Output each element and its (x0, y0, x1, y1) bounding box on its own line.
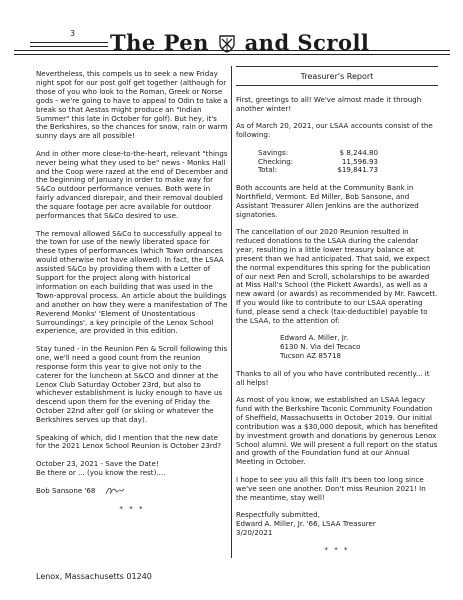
bank-paragraph: Both accounts are held at the Community Bank in Northfield, Vermont. Ed Miller, Bob Sansone, and Assistant Treasurer Allen Jenkins are the authorized signatories. (236, 182, 419, 219)
account-value: 11,596.93 (341, 156, 378, 166)
account-label: Total: (258, 165, 277, 175)
save-the-date: October 23, 2021 - Save the Date! (36, 458, 159, 468)
be-there: Be there or ... (you know the rest).... (36, 467, 166, 477)
column-divider (231, 66, 232, 558)
title-part-2: and Scroll (244, 30, 370, 55)
greeting: First, greetings to all! We've almost made it through another winter! (236, 95, 422, 113)
account-value: $19,841.73 (337, 165, 378, 175)
masthead-rule (14, 50, 450, 51)
accounts-intro: As of March 20, 2021, our LSAA accounts consist of the following: (236, 121, 433, 140)
closing-line: 3/20/2021 (236, 527, 273, 537)
address-line: Edward A. Miller, Jr. (280, 333, 349, 343)
handwritten-signature-icon (105, 486, 125, 496)
masthead-rule-secondary (14, 54, 450, 55)
left-paragraph: Nevertheless, this compels us to seek a new Friday night spot for our post golf get together (although for those of you who look to the Roman, Greek or Norse gods - we're going to have to appeal to Odin to take a break so that Aestas might produce an "Indian Summer" this late in October for golf). But hey, it's the Berkshires, so the chances for snow, rain or warm sunny days are all possible! (36, 69, 228, 141)
thanks-paragraph: Thanks to all of you who have contributed recently... it all helps! (236, 368, 430, 387)
reunion-paragraph: The cancellation of our 2020 Reunion resulted in reduced donations to the LSAA during the calendar year, resulting in a little lower treasury balance at present than we had anticipated. That said, we expect the normal expenditures this spring for the publication of our next Pen and Scroll, scholarships to be awarded at Miss Hall's School (the Pickett Awards), as well as a new award (or awards) as recommended by Mr. Fawcett. If you would like to contribute to our LSAA operating fund, please send a check (tax-deductible) payable to the LSAA, to the attention of: (236, 226, 438, 326)
mailing-address (280, 334, 438, 361)
account-value: $ 8,244.80 (339, 147, 378, 157)
footer-location: Lenox, Massachusetts 01240 (36, 572, 152, 581)
closing-line: Edward A. Miller, Jr. '66, LSAA Treasurer (236, 518, 376, 528)
treasurer-heading: Treasurer's Report (300, 72, 374, 81)
address-line: 6130 N. Via del Tecaco (280, 342, 361, 352)
page-number: 3 (70, 29, 76, 38)
masthead (14, 28, 450, 60)
accounts-list (258, 149, 438, 176)
account-label: Savings: (258, 147, 289, 157)
closing-block (236, 511, 438, 538)
right-column (236, 96, 438, 564)
page-number-box (30, 28, 108, 43)
section-end-stars: * * * (324, 545, 350, 555)
section-end-stars: * * * (119, 503, 145, 513)
treasurer-heading-box (236, 66, 438, 86)
left-column (36, 70, 228, 522)
account-row (258, 166, 378, 175)
account-label: Checking: (258, 156, 294, 166)
hope-paragraph: I hope to see you all this fall! It's been too long since we've seen one another. Don't miss Reunion 2021! In the meantime, stay well! (236, 474, 426, 502)
left-paragraph: And in other more close-to-the-heart, relevant "things never being what they used to be" news - Monks Hall and the Coop were razed at the end of December and the beginning of January in order to make way for S&Co outdoor performance venues. Both were in fairly advanced disrepair, and their removal doubled the square footage per acre available for outdoor performances that S&Co desired to use. (36, 148, 228, 221)
left-paragraph: Stay tuned - in the Reunion Pen & Scroll following this one, we'll need a good count from the reunion response form this year to give not only to the caterer for the luncheon at S&CO and dinner at the Lenox Club Saturday October 23rd, but also to whichever establishment is lucky enough to have us descend upon them for the evening of Friday the October 22nd after golf (or skiing or whatever the Berkshires serves up that day). (36, 343, 228, 425)
author-signature: Bob Sansone '68 (36, 485, 96, 495)
closing-line: Respectfully submitted, (236, 509, 320, 519)
left-paragraph: The removal allowed S&Co to successfully appeal to the town for use of the newly liberated space for these types of performances (which Town ordnances would otherwise not have allowed). In fact, the LSAA assisted S&Co by providing them with a Letter of Support for the project along with historical information on each building that was used in the Town-approval process. An article about the buildings and another on how they were a manifestation of The Reverend Monks' 'Element of Unostentatious Surroundings', a key principle of the Lenox School experience, are provided in this edition. (36, 228, 228, 336)
legacy-paragraph: As most of you know, we established an LSAA legacy fund with the Berkshire Taconic Community Foundation of Sheffield, Massachusetts in October 2019. Our initial contribution was a $30,000 deposit, which has benefited by investment growth and donations by generous Lenox School alumni. We will present a full report on the status and growth of the Foundation fund at our Annual Meeting in October. (236, 394, 438, 467)
address-line: Tucson AZ 85718 (280, 351, 341, 361)
title-part-1: The Pen (110, 30, 209, 55)
newsletter-title (110, 30, 369, 55)
signature-line (36, 486, 228, 496)
left-paragraph: Speaking of which, did I mention that the new date for the 2021 Lenox School Reunion is October 23rd? (36, 432, 221, 451)
